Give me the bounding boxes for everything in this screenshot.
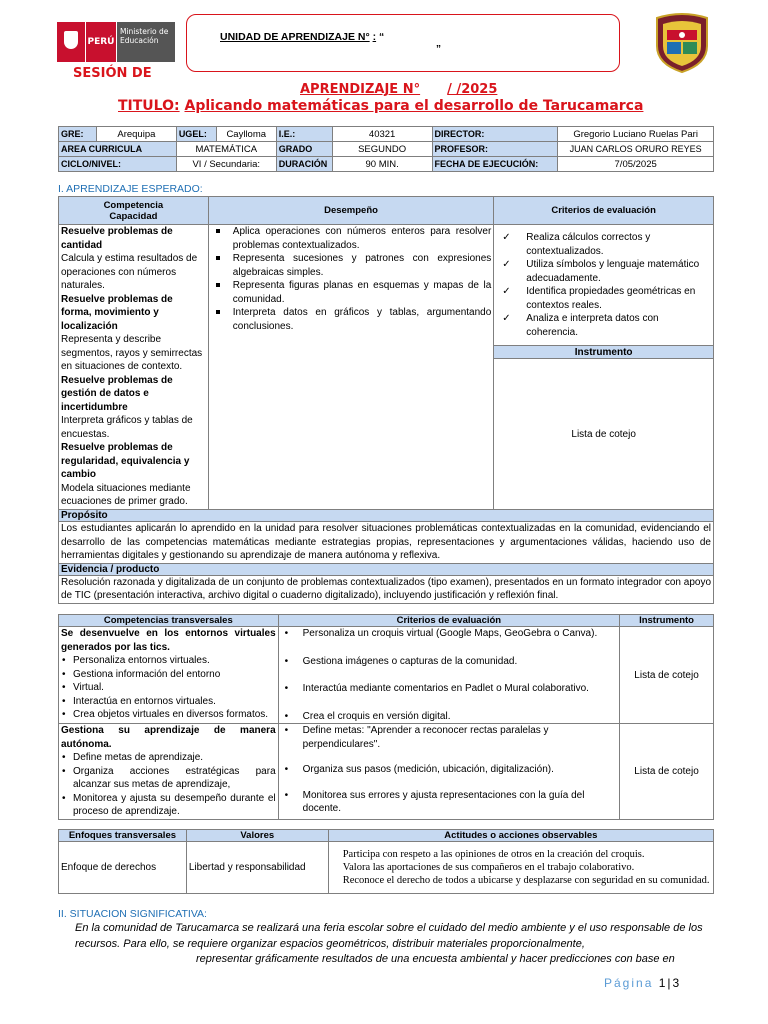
instrumento-value: Lista de cotejo [494, 359, 714, 510]
title-text: Aplicando matemáticas para el desarrollo de Tarucamarca [184, 98, 644, 114]
proposito-text: Los estudiantes aplicarán lo aprendido en la unidad para resolver situaciones problemáticas contextualizadas en la comunidad, evidenciando el desarrollo de las competencias matemáticas mediante estrategias propias, representaciones y argumentaciones válidas, haciendo uso de herramientas digitales y gestionando su aprendizaje de manera autónoma y reflexiva. [59, 522, 714, 564]
evidencia-text: Resolución razonada y digitalizada de un conjunto de problemas contextualizados (tipo examen), presentados en un formato integrador con apoyo de TIC (presentación interactiva, archivo digital o cuaderno digitalizado), incluyendo justificación y reflexión final. [59, 575, 714, 603]
criterio-item: ✓ Realiza cálculos correctos y contextualizados. [526, 231, 711, 258]
transversal-instrumento: Lista de cotejo [620, 627, 714, 724]
fecha-value: 7/05/2025 [558, 157, 714, 172]
col-desempeno: Desempeño [208, 197, 494, 225]
col-competencia [59, 197, 209, 225]
duracion-value: 90 MIN. [332, 157, 432, 172]
transversal-criterio: • Gestiona imágenes o capturas de la comunidad. [303, 655, 617, 669]
col-valores: Valores [186, 830, 328, 842]
desempeno-item: Representa figuras planas en esquemas y mapas de la comunidad. [232, 280, 492, 305]
desempenos-list [211, 225, 492, 333]
transversal-criterios-list [281, 627, 617, 723]
instrumento-label: Instrumento [494, 346, 714, 359]
transversal-item: • Interactúa en entornos virtuales. [73, 695, 276, 709]
col-competencias-transversales: Competencias transversales [59, 615, 279, 627]
valor-value: Libertad y responsabilidad [186, 842, 328, 894]
info-table [58, 126, 714, 172]
learning-table [58, 196, 714, 604]
capacidad-text: Representa y describe segmentos, rayos y semirrectas en situaciones de contexto. [61, 334, 203, 372]
proposito-label: Propósito [59, 510, 714, 522]
evidencia-header-row [59, 563, 714, 575]
enfoques-table [58, 829, 714, 894]
ugel-value: Caylloma [216, 127, 276, 142]
logo-country: PERÚ [85, 22, 116, 62]
transversal-table [58, 614, 714, 820]
peru-shield-icon [57, 22, 85, 62]
transversal-competencia [59, 627, 279, 724]
evidencia-row [59, 575, 714, 603]
section-heading-situacion: II. SITUACION SIGNIFICATIVA: [58, 908, 207, 920]
criterio-item: ✓ Utiliza símbolos y lenguaje matemático adecuadamente. [526, 258, 711, 285]
transversal-criterio: • Personaliza un croquis virtual (Google Maps, GeoGebra o Canva). [303, 627, 617, 641]
col-criterios: Criterios de evaluación [494, 197, 714, 225]
info-row [59, 157, 714, 172]
unit-header-box [186, 14, 620, 72]
desempeno-item: Aplica operaciones con números enteros para resolver problemas contextualizados. [232, 226, 492, 251]
criterio-item: ✓ Identifica propiedades geométricas en contextos reales. [526, 285, 711, 312]
page-separator: | [667, 976, 673, 990]
transversal-criterio: • Organiza sus pasos (medición, ubicación, digitalización). [303, 763, 617, 777]
section-heading-aprendizaje: I. APRENDIZAJE ESPERADO: [58, 183, 203, 195]
learning-row [59, 225, 714, 346]
unit-title [220, 31, 384, 43]
actitud-item: Reconoce el derecho de todos a ubicarse y desplazarse con seguridad en su comunidad. [342, 875, 710, 886]
evidencia-label: Evidencia / producto [59, 563, 714, 575]
transversal-criterios-list [281, 724, 617, 816]
unit-label: UNIDAD DE APRENDIZAJE N° [220, 31, 370, 43]
capacidad-title: Resuelve problemas de gestión de datos e incertidumbre [61, 374, 173, 413]
enfoque-value: Enfoque de derechos [59, 842, 187, 894]
director-label: DIRECTOR: [432, 127, 558, 142]
area-value: MATEMÁTICA [176, 142, 276, 157]
ugel-label: UGEL: [176, 127, 216, 142]
grado-value: SEGUNDO [332, 142, 432, 157]
info-row [59, 142, 714, 157]
desempeno-item: Representa sucesiones y patrones con expresiones algebraicas simples. [232, 253, 492, 278]
logo-ministry: Ministerio de Educación [116, 22, 175, 62]
page-current: 1 [658, 976, 668, 990]
situacion-text-continued: representar gráficamente resultados de una encuesta ambiental y hacer predicciones con base en [196, 953, 675, 965]
director-value: Gregorio Luciano Ruelas Pari [558, 127, 714, 142]
area-label: AREA CURRICULA [59, 142, 177, 157]
transversal-item: • Define metas de aprendizaje. [73, 751, 276, 765]
fecha-label: FECHA DE EJECUCIÓN: [432, 157, 558, 172]
profesor-label: PROFESOR: [432, 142, 558, 157]
enfoques-header-row [59, 830, 714, 842]
transversal-competencia [59, 724, 279, 820]
transversal-item: • Personaliza entornos virtuales. [73, 654, 276, 668]
transversal-header-row [59, 615, 714, 627]
transversal-item: • Virtual. [73, 681, 276, 695]
transversal-title: Se desenvuelve en los entornos virtuales generados por las tics. [61, 628, 276, 653]
transversal-items [61, 654, 276, 722]
session-label: APRENDIZAJE N° [300, 82, 421, 97]
unit-close-quote: ” [436, 44, 441, 55]
profesor-value: JUAN CARLOS ORURO REYES [558, 142, 714, 157]
proposito-header-row [59, 510, 714, 522]
gre-value: Arequipa [96, 127, 176, 142]
desempeno-item: Interpreta datos en gráficos y tablas, argumentando conclusiones. [232, 307, 492, 332]
transversal-criterios [278, 627, 619, 724]
desempenos-cell [208, 225, 494, 510]
capacidad-text: Calcula y estima resultados de operaciones con números naturales. [61, 253, 198, 291]
page-footer [604, 976, 681, 990]
ciclo-value: VI / Secundaria: [176, 157, 276, 172]
unit-open-quote: “ [379, 31, 385, 43]
actitud-item: Participa con respeto a las opiniones de otros en la creación del croquis. [342, 849, 645, 860]
learning-header-row [59, 197, 714, 225]
transversal-row [59, 724, 714, 820]
col-instrumento: Instrumento [620, 615, 714, 627]
title-label: TITULO: [118, 98, 180, 114]
transversal-criterio: • Crea el croquis en versión digital. [303, 710, 617, 724]
col-enfoques: Enfoques transversales [59, 830, 187, 842]
session-year: / /2025 [447, 82, 498, 97]
school-crest-icon [653, 12, 711, 74]
page-total: 3 [672, 976, 682, 990]
ciclo-label: CICLO/NIVEL: [59, 157, 177, 172]
unit-colon: : [372, 31, 377, 43]
transversal-items [61, 751, 276, 819]
col-capacidad-label: Capacidad [109, 210, 158, 222]
ie-value: 40321 [332, 127, 432, 142]
criterio-item: ✓ Analiza e interpreta datos con coherencia. [526, 312, 711, 339]
grado-label: GRADO [276, 142, 332, 157]
col-actitudes: Actitudes o acciones observables [328, 830, 713, 842]
transversal-item: • Organiza acciones estratégicas para alcanzar sus metas de aprendizaje, [73, 765, 276, 792]
col-competencia-label: Competencia [103, 199, 164, 211]
transversal-item: • Crea objetos virtuales en diversos formatos. [73, 708, 276, 722]
transversal-criterios [278, 724, 619, 820]
capacidad-title: Resuelve problemas de forma, movimiento y localización [61, 293, 173, 332]
session-number [300, 82, 497, 97]
transversal-criterio: • Monitorea sus errores y ajusta representaciones con la guía del docente. [303, 789, 617, 816]
capacidad-title: Resuelve problemas de regularidad, equivalencia y cambio [61, 442, 190, 480]
actitud-item: Valora las aportaciones de sus compañeros en el trabajo colaborativo. [342, 862, 635, 873]
capacidad-title: Resuelve problemas de cantidad [61, 226, 173, 251]
proposito-row [59, 522, 714, 564]
transversal-row [59, 627, 714, 724]
capacidades-cell [59, 225, 209, 510]
ministry-logo [57, 22, 175, 62]
criterios-list [496, 225, 711, 339]
session-title [118, 98, 643, 114]
transversal-instrumento: Lista de cotejo [620, 724, 714, 820]
transversal-item: • Gestiona información del entorno [73, 668, 276, 682]
criterios-cell [494, 225, 714, 346]
transversal-title: Gestiona su aprendizaje de manera autónoma. [61, 725, 276, 750]
duracion-label: DURACIÓN [276, 157, 332, 172]
info-row [59, 127, 714, 142]
actitudes-cell [328, 842, 713, 894]
situacion-paragraph [75, 921, 713, 968]
capacidad-text: Modela situaciones mediante ecuaciones de primer grado. [61, 482, 191, 507]
gre-label: GRE: [59, 127, 97, 142]
capacidad-text: Interpreta gráficos y tablas de encuestas. [61, 415, 193, 440]
enfoques-row [59, 842, 714, 894]
situacion-text: En la comunidad de Tarucamarca se realizará una feria escolar sobre el cuidado del medio ambiente y el uso responsable de los recursos. Para ello, se requiere organizar espacios geométricos, distribuir materiales proporcionalmente, [75, 922, 703, 950]
transversal-item: • Monitorea y ajusta su desempeño durante el proceso de aprendizaje. [73, 792, 276, 819]
page-label: Página [604, 976, 654, 990]
ie-label: I.E.: [276, 127, 332, 142]
session-heading: SESIÓN DE [73, 66, 152, 81]
transversal-criterio: • Define metas: "Aprender a reconocer rectas paralelas y perpendiculares". [303, 724, 617, 751]
transversal-criterio: • Interactúa mediante comentarios en Padlet o Mural colaborativo. [303, 682, 617, 696]
col-criterios-evaluacion: Criterios de evaluación [278, 615, 619, 627]
